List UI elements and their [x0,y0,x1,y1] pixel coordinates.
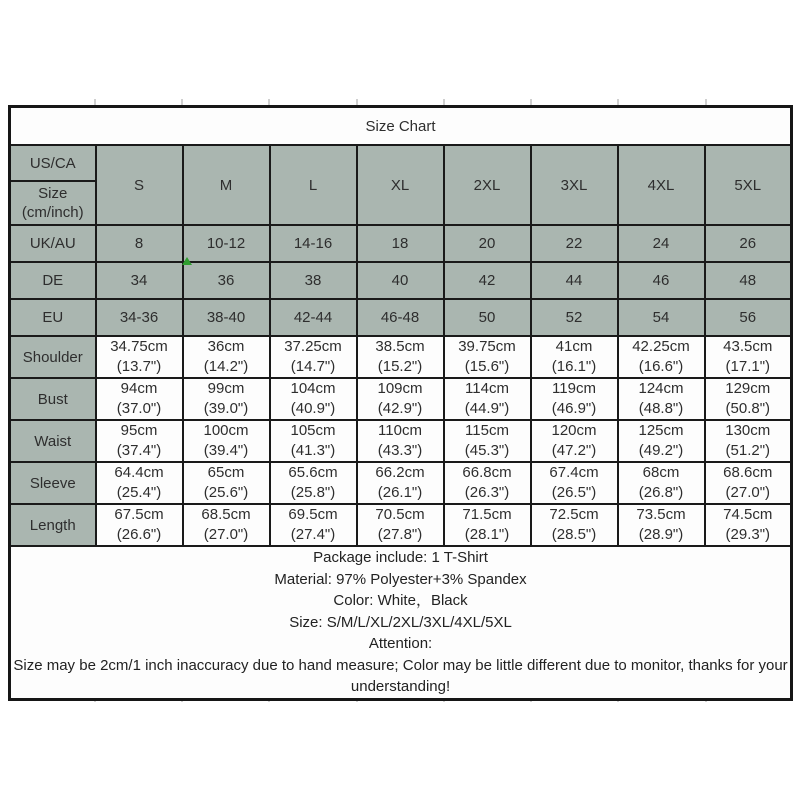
measure-cell [270,462,357,504]
row-label: Waist [10,420,96,462]
corner-unit-label: (cm/inch) [21,204,84,221]
inch-value: (28.1") [464,526,510,543]
measure-cell [357,336,444,378]
size-header-xl: XL [357,145,444,225]
size-header-m: M [183,145,270,225]
inch-value: (14.7") [290,358,336,375]
cm-value: 68.5cm [201,506,251,523]
measure-cell [531,462,618,504]
row-label: DE [10,262,96,299]
region-cell: 38-40 [183,299,270,336]
note-material: Material: 97% Polyester+3% Spandex [274,570,527,588]
measure-cell [705,504,792,546]
cm-value: 41cm [555,338,593,355]
region-cell: 14-16 [270,225,357,262]
note-disclaimer: Size may be 2cm/1 inch inaccuracy due to hand measure; Color may be little different due to monitor, thanks for your understanding! [13,656,788,695]
row-uk-au [10,225,792,262]
measure-cell [357,420,444,462]
measure-cell [705,462,792,504]
region-cell: 46 [618,262,705,299]
row-label: Bust [10,378,96,420]
region-cell: 50 [444,299,531,336]
measure-cell [444,462,531,504]
inch-value: (41.3") [290,442,336,459]
cm-value: 42.25cm [632,338,690,355]
cm-value: 65cm [207,464,245,481]
measure-cell [183,420,270,462]
cm-value: 71.5cm [462,506,512,523]
cm-value: 110cm [378,422,422,439]
corner-us-ca: US/CA [10,145,96,181]
cm-value: 66.8cm [462,464,512,481]
measure-cell [444,504,531,546]
region-cell: 24 [618,225,705,262]
cm-value: 73.5cm [636,506,686,523]
inch-value: (48.8") [638,400,684,417]
inch-value: (26.5") [551,484,597,501]
row-waist [10,420,792,462]
size-chart-sheet [8,105,792,701]
cm-value: 70.5cm [375,506,425,523]
cm-value: 105cm [290,422,336,439]
row-label: UK/AU [10,225,96,262]
notes-block [10,546,792,699]
measure-cell [618,504,705,546]
cm-value: 69.5cm [288,506,338,523]
measure-cell [357,378,444,420]
inch-value: (39.4") [203,442,249,459]
inch-value: (29.3") [725,526,771,543]
inch-value: (25.4") [116,484,162,501]
inch-value: (27.0") [725,484,771,501]
cm-value: 94cm [120,380,158,397]
cm-value: 74.5cm [723,506,773,523]
size-header-5xl: 5XL [705,145,792,225]
measure-cell [618,462,705,504]
inch-value: (49.2") [638,442,684,459]
measure-cell [357,462,444,504]
size-chart-table [8,105,793,701]
measure-cell [531,420,618,462]
cm-value: 104cm [290,380,336,397]
corner-size-unit [10,181,96,225]
inch-value: (45.3") [464,442,510,459]
note-size: Size: S/M/L/XL/2XL/3XL/4XL/5XL [289,613,512,631]
measure-cell [531,336,618,378]
cm-value: 100cm [203,422,249,439]
inch-value: (25.6") [203,484,249,501]
region-cell: 34-36 [96,299,183,336]
cm-value: 39.75cm [458,338,516,355]
measure-cell [618,336,705,378]
measure-cell [270,504,357,546]
measure-cell [96,336,183,378]
title-row [10,107,792,146]
row-label: Shoulder [10,336,96,378]
inch-value: (15.2") [377,358,423,375]
region-cell: 10-12 [183,225,270,262]
inch-value: (51.2") [725,442,771,459]
measure-cell [270,420,357,462]
measure-cell [357,504,444,546]
measure-cell [96,462,183,504]
measure-cell [618,378,705,420]
measure-cell [444,420,531,462]
inch-value: (40.9") [290,400,336,417]
region-cell: 42-44 [270,299,357,336]
region-cell: 52 [531,299,618,336]
region-cell [183,262,270,299]
cm-value: 109cm [377,380,423,397]
region-cell: 38 [270,262,357,299]
measure-cell [270,378,357,420]
inch-value: (26.1") [377,484,423,501]
inch-value: (14.2") [203,358,249,375]
cm-value: 34.75cm [110,338,168,355]
measure-cell [183,378,270,420]
measure-cell [618,420,705,462]
note-package: Package include: 1 T-Shirt [313,549,488,566]
region-cell-value: 36 [217,272,235,289]
inch-value: (43.3") [377,442,423,459]
region-cell: 44 [531,262,618,299]
cm-value: 67.4cm [549,464,599,481]
inch-value: (27.8") [377,526,423,543]
region-cell: 46-48 [357,299,444,336]
cm-value: 125cm [638,422,684,439]
cm-value: 36cm [207,338,245,355]
cm-value: 124cm [638,380,684,397]
inch-value: (37.0") [116,400,162,417]
inch-value: (50.8") [725,400,771,417]
cm-value: 68cm [642,464,680,481]
region-cell: 42 [444,262,531,299]
inch-value: (44.9") [464,400,510,417]
inch-value: (15.6") [464,358,510,375]
inch-value: (46.9") [551,400,597,417]
cm-value: 43.5cm [723,338,773,355]
row-label: Sleeve [10,462,96,504]
excel-corner-marker-icon [182,257,192,265]
notes-row [10,546,792,699]
row-label: Length [10,504,96,546]
measure-cell [270,336,357,378]
row-length [10,504,792,546]
note-color: Color: White，Black [333,592,468,609]
measure-cell [96,420,183,462]
inch-value: (39.0") [203,400,249,417]
inch-value: (16.1") [551,358,597,375]
inch-value: (42.9") [377,400,423,417]
cm-value: 99cm [207,380,245,397]
region-cell: 40 [357,262,444,299]
row-sleeve [10,462,792,504]
inch-value: (28.5") [551,526,597,543]
inch-value: (27.4") [290,526,336,543]
cm-value: 67.5cm [114,506,164,523]
row-label: EU [10,299,96,336]
cm-value: 95cm [120,422,158,439]
cm-value: 72.5cm [549,506,599,523]
measure-cell [531,504,618,546]
size-header-3xl: 3XL [531,145,618,225]
cm-value: 119cm [552,380,596,397]
size-header-l: L [270,145,357,225]
region-cell: 48 [705,262,792,299]
row-de [10,262,792,299]
size-header-4xl: 4XL [618,145,705,225]
measure-cell [96,504,183,546]
cm-value: 115cm [465,422,509,439]
cm-value: 37.25cm [284,338,342,355]
cm-value: 114cm [465,380,509,397]
page-title: Size Chart [10,107,792,146]
region-cell: 34 [96,262,183,299]
inch-value: (47.2") [551,442,597,459]
region-cell: 56 [705,299,792,336]
inch-value: (16.6") [638,358,684,375]
row-eu [10,299,792,336]
inch-value: (13.7") [116,358,162,375]
cm-value: 64.4cm [114,464,164,481]
measure-cell [705,378,792,420]
header-row-top [10,145,792,181]
inch-value: (27.0") [203,526,249,543]
cm-value: 68.6cm [723,464,773,481]
cm-value: 65.6cm [288,464,338,481]
cm-value: 130cm [725,422,771,439]
measure-cell [183,336,270,378]
row-bust [10,378,792,420]
region-cell: 18 [357,225,444,262]
inch-value: (17.1") [725,358,771,375]
note-attention: Attention: [368,635,433,652]
region-cell: 54 [618,299,705,336]
measure-cell [444,336,531,378]
cm-value: 38.5cm [375,338,425,355]
cm-value: 66.2cm [375,464,425,481]
inch-value: (26.6") [116,526,162,543]
cm-value: 120cm [551,422,597,439]
measure-cell [183,504,270,546]
inch-value: (26.3") [464,484,510,501]
inch-value: (28.9") [638,526,684,543]
row-shoulder [10,336,792,378]
inch-value: (25.8") [290,484,336,501]
size-header-s: S [96,145,183,225]
inch-value: (26.8") [638,484,684,501]
measure-cell [183,462,270,504]
measure-cell [705,336,792,378]
size-header-2xl: 2XL [444,145,531,225]
inch-value: (37.4") [116,442,162,459]
corner-size-label: Size [38,185,68,202]
region-cell: 8 [96,225,183,262]
cm-value: 129cm [725,380,771,397]
measure-cell [705,420,792,462]
region-cell: 26 [705,225,792,262]
region-cell: 20 [444,225,531,262]
measure-cell [531,378,618,420]
measure-cell [96,378,183,420]
measure-cell [444,378,531,420]
region-cell: 22 [531,225,618,262]
